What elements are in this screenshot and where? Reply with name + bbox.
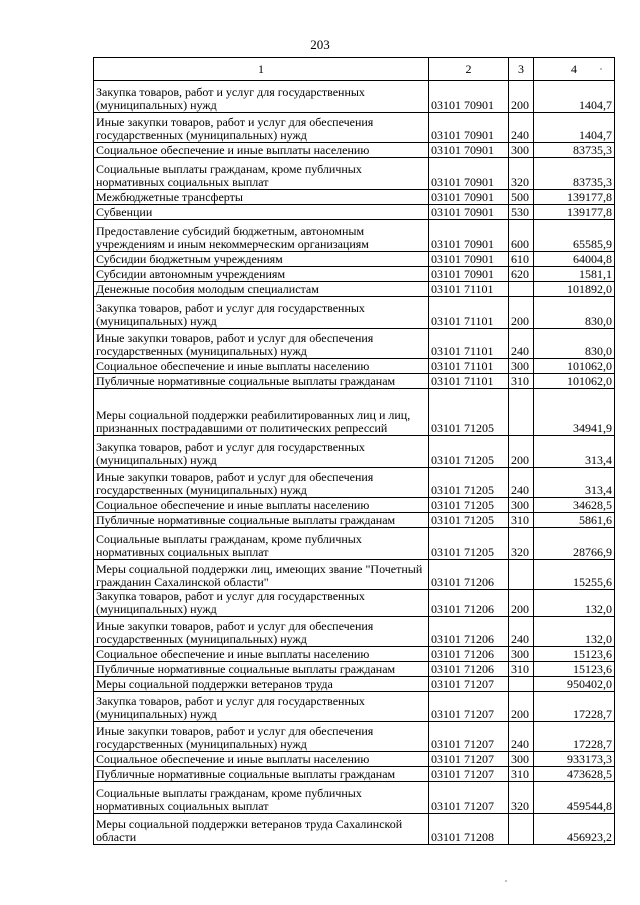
table-row: [94, 617, 615, 647]
row-amount: 17228,7: [534, 722, 615, 752]
table-row: [94, 267, 615, 282]
table-row: [94, 692, 615, 722]
table-row: [94, 498, 615, 513]
row-type: 530: [509, 205, 534, 220]
row-type: 300: [509, 498, 534, 513]
row-name: Денежные пособия молодым специалистам: [94, 282, 429, 297]
table-row: [94, 662, 615, 677]
table-row: [94, 752, 615, 767]
row-code: 03101 71205: [429, 468, 509, 498]
row-code: 03101 71205: [429, 436, 509, 468]
row-amount: 933173,3: [534, 752, 615, 767]
row-amount: 83735,3: [534, 158, 615, 190]
column-header-3: 3: [509, 58, 534, 81]
row-name: Субсидии бюджетным учреждениям: [94, 252, 429, 267]
row-name: Социальное обеспечение и иные выплаты населению: [94, 143, 429, 158]
row-code: 03101 70901: [429, 267, 509, 282]
row-amount: 313,4: [534, 468, 615, 498]
row-type: 200: [509, 692, 534, 722]
row-type: 300: [509, 752, 534, 767]
row-code: 03101 70901: [429, 113, 509, 143]
row-type: 240: [509, 329, 534, 359]
row-code: 03101 71101: [429, 297, 509, 329]
row-type: 310: [509, 767, 534, 782]
row-code: 03101 71205: [429, 528, 509, 560]
column-header-2: 2: [429, 58, 509, 81]
table-row: [94, 782, 615, 814]
row-type: 300: [509, 143, 534, 158]
row-type: 240: [509, 617, 534, 647]
row-type: [509, 814, 534, 845]
table-row: [94, 205, 615, 220]
row-amount: 313,4: [534, 436, 615, 468]
table-row: [94, 252, 615, 267]
table-row: [94, 220, 615, 252]
row-amount: 64004,8: [534, 252, 615, 267]
row-amount: 1581,1: [534, 267, 615, 282]
row-code: 03101 71206: [429, 590, 509, 617]
row-amount: 139177,8: [534, 190, 615, 205]
row-code: 03101 71207: [429, 677, 509, 692]
table-row: [94, 560, 615, 590]
table-row: [94, 158, 615, 190]
row-type: 310: [509, 374, 534, 389]
row-code: 03101 71205: [429, 389, 509, 436]
row-code: 03101 71206: [429, 617, 509, 647]
row-code: 03101 71205: [429, 498, 509, 513]
row-code: 03101 71101: [429, 374, 509, 389]
row-name: Социальные выплаты гражданам, кроме публичных нормативных социальных выплат: [94, 528, 429, 560]
row-name: Публичные нормативные социальные выплаты гражданам: [94, 374, 429, 389]
row-type: [509, 677, 534, 692]
table-row: [94, 677, 615, 692]
row-name: Закупка товаров, работ и услуг для государственных (муниципальных) нужд: [94, 692, 429, 722]
column-header-row: [94, 58, 615, 81]
row-type: 310: [509, 513, 534, 528]
table-row: [94, 722, 615, 752]
row-name: Социальное обеспечение и иные выплаты населению: [94, 359, 429, 374]
row-amount: 65585,9: [534, 220, 615, 252]
table-row: [94, 143, 615, 158]
row-type: 300: [509, 647, 534, 662]
row-amount: 15123,6: [534, 662, 615, 677]
scan-speck: [505, 880, 507, 882]
row-type: 200: [509, 297, 534, 329]
column-header-1: 1: [94, 58, 429, 81]
row-type: [509, 560, 534, 590]
row-name: Меры социальной поддержки ветеранов труда Сахалинской области: [94, 814, 429, 845]
row-amount: 830,0: [534, 329, 615, 359]
row-amount: 28766,9: [534, 528, 615, 560]
row-amount: 101892,0: [534, 282, 615, 297]
table-row: [94, 282, 615, 297]
row-name: Предоставление субсидий бюджетным, автономным учреждениям и иным некоммерческим организациям: [94, 220, 429, 252]
row-code: 03101 71207: [429, 782, 509, 814]
table-row: [94, 468, 615, 498]
row-type: 310: [509, 662, 534, 677]
table-row: [94, 389, 615, 436]
scan-speck: [600, 68, 602, 70]
row-type: 240: [509, 113, 534, 143]
row-amount: 101062,0: [534, 374, 615, 389]
table-row: [94, 767, 615, 782]
row-code: 03101 70901: [429, 220, 509, 252]
table-row: [94, 528, 615, 560]
row-name: Субвенции: [94, 205, 429, 220]
table-row: [94, 513, 615, 528]
row-amount: 17228,7: [534, 692, 615, 722]
row-code: 03101 71101: [429, 329, 509, 359]
row-code: 03101 71101: [429, 282, 509, 297]
row-code: 03101 71206: [429, 647, 509, 662]
row-amount: 34628,5: [534, 498, 615, 513]
row-amount: 34941,9: [534, 389, 615, 436]
table-row: [94, 359, 615, 374]
row-amount: 473628,5: [534, 767, 615, 782]
table-row: [94, 297, 615, 329]
row-code: 03101 71101: [429, 359, 509, 374]
row-name: Субсидии автономным учреждениям: [94, 267, 429, 282]
row-code: 03101 70901: [429, 143, 509, 158]
page-number: 203: [310, 37, 330, 52]
row-amount: 101062,0: [534, 359, 615, 374]
row-code: 03101 71208: [429, 814, 509, 845]
table-row: [94, 647, 615, 662]
row-amount: 15255,6: [534, 560, 615, 590]
row-code: 03101 71207: [429, 692, 509, 722]
row-type: 610: [509, 252, 534, 267]
row-code: 03101 71207: [429, 722, 509, 752]
row-name: Социальное обеспечение и иные выплаты населению: [94, 752, 429, 767]
row-name: Межбюджетные трансферты: [94, 190, 429, 205]
table-row: [94, 81, 615, 113]
row-name: Иные закупки товаров, работ и услуг для обеспечения государственных (муниципальных) нужд: [94, 113, 429, 143]
row-type: 320: [509, 528, 534, 560]
row-code: 03101 71207: [429, 752, 509, 767]
row-code: 03101 71206: [429, 560, 509, 590]
row-amount: 1404,7: [534, 81, 615, 113]
row-type: 240: [509, 468, 534, 498]
table-row: [94, 113, 615, 143]
budget-table-body: [94, 58, 615, 845]
row-name: Иные закупки товаров, работ и услуг для обеспечения государственных (муниципальных) нужд: [94, 329, 429, 359]
row-type: 620: [509, 267, 534, 282]
row-amount: 132,0: [534, 617, 615, 647]
row-code: 03101 70901: [429, 158, 509, 190]
row-name: Публичные нормативные социальные выплаты гражданам: [94, 767, 429, 782]
row-name: Меры социальной поддержки ветеранов труда: [94, 677, 429, 692]
row-name: Социальное обеспечение и иные выплаты населению: [94, 647, 429, 662]
row-name: Меры социальной поддержки лиц, имеющих звание "Почетный гражданин Сахалинской области": [94, 560, 429, 590]
row-code: 03101 71207: [429, 767, 509, 782]
row-name: Закупка товаров, работ и услуг для государственных (муниципальных) нужд: [94, 436, 429, 468]
row-code: 03101 71206: [429, 662, 509, 677]
row-type: [509, 389, 534, 436]
row-type: 500: [509, 190, 534, 205]
row-type: [509, 282, 534, 297]
row-name: Иные закупки товаров, работ и услуг для обеспечения государственных (муниципальных) нужд: [94, 617, 429, 647]
row-code: 03101 71205: [429, 513, 509, 528]
column-header-4: 4: [534, 58, 615, 81]
row-name: Социальное обеспечение и иные выплаты населению: [94, 498, 429, 513]
row-amount: 830,0: [534, 297, 615, 329]
table-row: [94, 190, 615, 205]
row-amount: 456923,2: [534, 814, 615, 845]
row-code: 03101 70901: [429, 252, 509, 267]
row-name: Закупка товаров, работ и услуг для государственных (муниципальных) нужд: [94, 81, 429, 113]
row-amount: 1404,7: [534, 113, 615, 143]
row-amount: 5861,6: [534, 513, 615, 528]
table-row: [94, 436, 615, 468]
row-type: 200: [509, 436, 534, 468]
row-name: Иные закупки товаров, работ и услуг для обеспечения государственных (муниципальных) нужд: [94, 722, 429, 752]
row-type: 320: [509, 782, 534, 814]
row-name: Меры социальной поддержки реабилитированных лиц и лиц, признанных пострадавшими от политических репрессий: [94, 389, 429, 436]
row-name: Иные закупки товаров, работ и услуг для обеспечения государственных (муниципальных) нужд: [94, 468, 429, 498]
row-name: Закупка товаров, работ и услуг для государственных (муниципальных) нужд: [94, 297, 429, 329]
budget-table: [93, 57, 615, 845]
table-row: [94, 374, 615, 389]
row-type: 300: [509, 359, 534, 374]
row-name: Публичные нормативные социальные выплаты гражданам: [94, 662, 429, 677]
row-code: 03101 70901: [429, 205, 509, 220]
row-name: Социальные выплаты гражданам, кроме публичных нормативных социальных выплат: [94, 158, 429, 190]
row-name: Социальные выплаты гражданам, кроме публичных нормативных социальных выплат: [94, 782, 429, 814]
row-type: 200: [509, 81, 534, 113]
row-amount: 132,0: [534, 590, 615, 617]
row-type: 320: [509, 158, 534, 190]
row-code: 03101 70901: [429, 81, 509, 113]
row-type: 240: [509, 722, 534, 752]
table-row: [94, 590, 615, 617]
row-name: Закупка товаров, работ и услуг для государственных (муниципальных) нужд: [94, 590, 429, 617]
row-amount: 15123,6: [534, 647, 615, 662]
row-amount: 139177,8: [534, 205, 615, 220]
row-type: 200: [509, 590, 534, 617]
row-amount: 950402,0: [534, 677, 615, 692]
row-code: 03101 70901: [429, 190, 509, 205]
row-name: Публичные нормативные социальные выплаты гражданам: [94, 513, 429, 528]
row-amount: 459544,8: [534, 782, 615, 814]
row-type: 600: [509, 220, 534, 252]
table-row: [94, 814, 615, 845]
row-amount: 83735,3: [534, 143, 615, 158]
table-row: [94, 329, 615, 359]
